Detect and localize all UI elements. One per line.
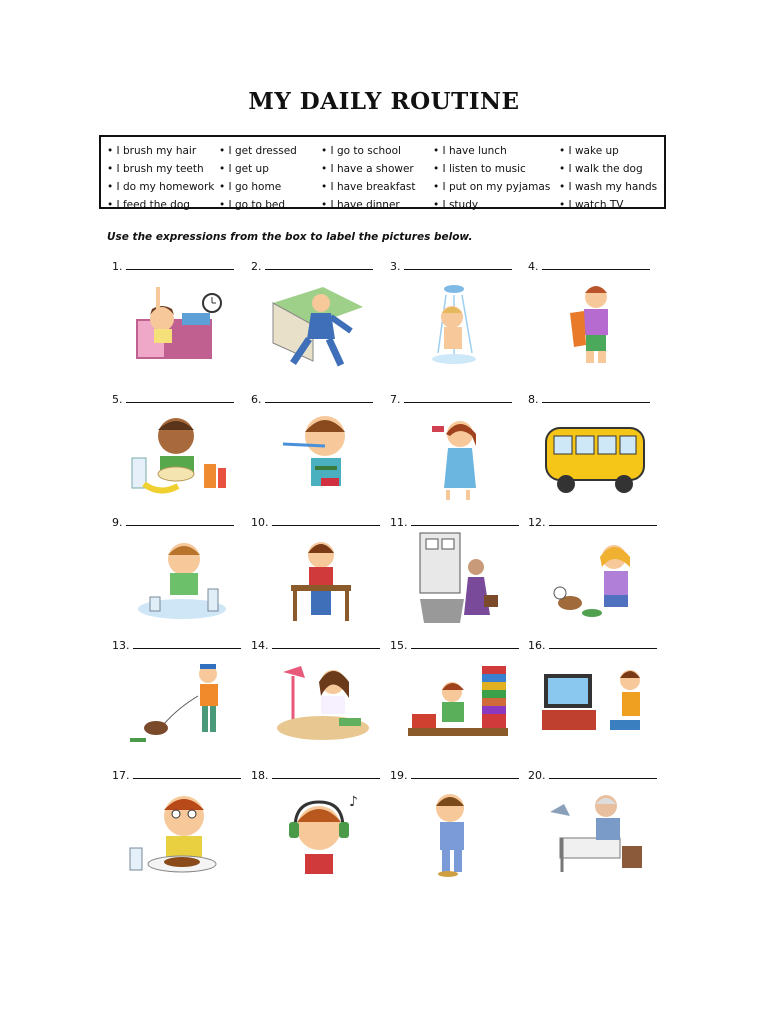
exercise-item	[251, 638, 381, 763]
answer-line[interactable]	[272, 638, 380, 649]
answer-line[interactable]	[549, 515, 657, 526]
exercise-number: 5.	[112, 393, 123, 406]
answer-line[interactable]	[133, 638, 241, 649]
waking-child-icon	[124, 273, 234, 369]
exercise-number: 9.	[112, 516, 123, 529]
exercise-number: 19.	[390, 769, 408, 782]
exercise-number: 13.	[112, 639, 130, 652]
shower-child-icon	[402, 273, 512, 369]
walking-dog-boy-icon	[124, 652, 234, 748]
exercise-number: 6.	[251, 393, 262, 406]
instruction-text: Use the expressions from the box to label the pictures below.	[107, 231, 473, 243]
expressions-column	[559, 142, 657, 214]
exercise-item	[528, 768, 658, 893]
answer-line[interactable]	[133, 768, 241, 779]
exercise-number: 18.	[251, 769, 269, 782]
answer-line[interactable]	[126, 259, 234, 270]
expression-item: • I have lunch	[433, 142, 550, 160]
exercise-number: 4.	[528, 260, 539, 273]
exercise-number: 11.	[390, 516, 408, 529]
exercise-number: 16.	[528, 639, 546, 652]
washing-hands-boy-icon	[124, 529, 234, 625]
expression-item: • I brush my teeth	[107, 160, 214, 178]
exercise-number: 8.	[528, 393, 539, 406]
expressions-column	[321, 142, 416, 214]
watching-tv-boy-icon	[540, 652, 650, 748]
school-bus-icon	[540, 406, 650, 502]
exercise-number: 2.	[251, 260, 262, 273]
exercise-item	[390, 515, 520, 640]
exercise-item	[112, 638, 242, 763]
exercise-item	[251, 392, 381, 517]
expression-item: • I have a shower	[321, 160, 416, 178]
exercise-number: 3.	[390, 260, 401, 273]
answer-line[interactable]	[542, 259, 650, 270]
exercise-item	[528, 515, 658, 640]
exercise-item	[390, 259, 520, 384]
answer-line[interactable]	[126, 515, 234, 526]
exercise-number: 7.	[390, 393, 401, 406]
exercise-item	[251, 768, 381, 893]
exercise-number: 1.	[112, 260, 123, 273]
answer-line[interactable]	[272, 515, 380, 526]
brushing-teeth-boy-icon	[263, 406, 373, 502]
expression-item: • I go to bed	[219, 196, 297, 214]
exercise-item	[251, 259, 381, 384]
answer-line[interactable]	[272, 768, 380, 779]
svg-text:♪: ♪	[349, 794, 358, 810]
exercise-number: 15.	[390, 639, 408, 652]
going-to-bed-man-icon	[540, 782, 650, 878]
exercise-item	[112, 392, 242, 517]
expression-item: • I go home	[219, 178, 297, 196]
listening-music-boy-icon	[263, 782, 373, 878]
exercise-number: 12.	[528, 516, 546, 529]
expression-item: • I wash my hands	[559, 178, 657, 196]
exercise-item	[528, 392, 658, 517]
expression-item: • I brush my hair	[107, 142, 214, 160]
exercise-number: 17.	[112, 769, 130, 782]
expression-item: • I get dressed	[219, 142, 297, 160]
answer-line[interactable]	[549, 768, 657, 779]
dinner-boy-icon	[124, 782, 234, 878]
expression-item: • I have breakfast	[321, 178, 416, 196]
expression-item: • I have dinner	[321, 196, 416, 214]
pyjamas-boy-icon	[402, 782, 512, 878]
homework-girl-icon	[263, 652, 373, 748]
exercise-item	[390, 638, 520, 763]
expression-item: • I put on my pyjamas	[433, 178, 550, 196]
exercise-item	[112, 515, 242, 640]
breakfast-boy-icon	[124, 406, 234, 502]
exercise-item	[112, 768, 242, 893]
exercise-item	[390, 392, 520, 517]
expression-item: • I study	[433, 196, 550, 214]
exercise-item	[251, 515, 381, 640]
page-title: MY DAILY ROUTINE	[248, 88, 520, 115]
feeding-dog-girl-icon	[540, 529, 650, 625]
getting-up-boy-icon	[263, 273, 373, 369]
expression-item: • I get up	[219, 160, 297, 178]
exercise-item	[112, 259, 242, 384]
brushing-hair-girl-icon	[402, 406, 512, 502]
expression-item: • I watch TV	[559, 196, 657, 214]
lunch-boy-icon	[263, 529, 373, 625]
expressions-column	[433, 142, 550, 214]
expressions-column	[107, 142, 214, 214]
answer-line[interactable]	[542, 392, 650, 403]
answer-line[interactable]	[126, 392, 234, 403]
expression-item: • I walk the dog	[559, 160, 657, 178]
expression-item: • I feed the dog	[107, 196, 214, 214]
exercise-number: 10.	[251, 516, 269, 529]
expression-item: • I do my homework	[107, 178, 214, 196]
dressing-boy-icon	[540, 273, 650, 369]
expression-item: • I go to school	[321, 142, 416, 160]
expression-item: • I listen to music	[433, 160, 550, 178]
answer-line[interactable]	[404, 392, 512, 403]
answer-line[interactable]	[411, 638, 519, 649]
exercise-item	[390, 768, 520, 893]
expression-item: • I wake up	[559, 142, 657, 160]
exercise-item	[528, 638, 658, 763]
answer-line[interactable]	[404, 259, 512, 270]
exercise-number: 14.	[251, 639, 269, 652]
answer-line[interactable]	[411, 515, 519, 526]
exercise-item	[528, 259, 658, 384]
answer-line[interactable]	[265, 392, 373, 403]
exercise-number: 20.	[528, 769, 546, 782]
going-home-woman-icon	[402, 529, 512, 625]
expressions-column	[219, 142, 297, 214]
answer-line[interactable]	[549, 638, 657, 649]
studying-girl-icon	[402, 652, 512, 748]
answer-line[interactable]	[411, 768, 519, 779]
expressions-box	[99, 135, 666, 209]
answer-line[interactable]	[265, 259, 373, 270]
